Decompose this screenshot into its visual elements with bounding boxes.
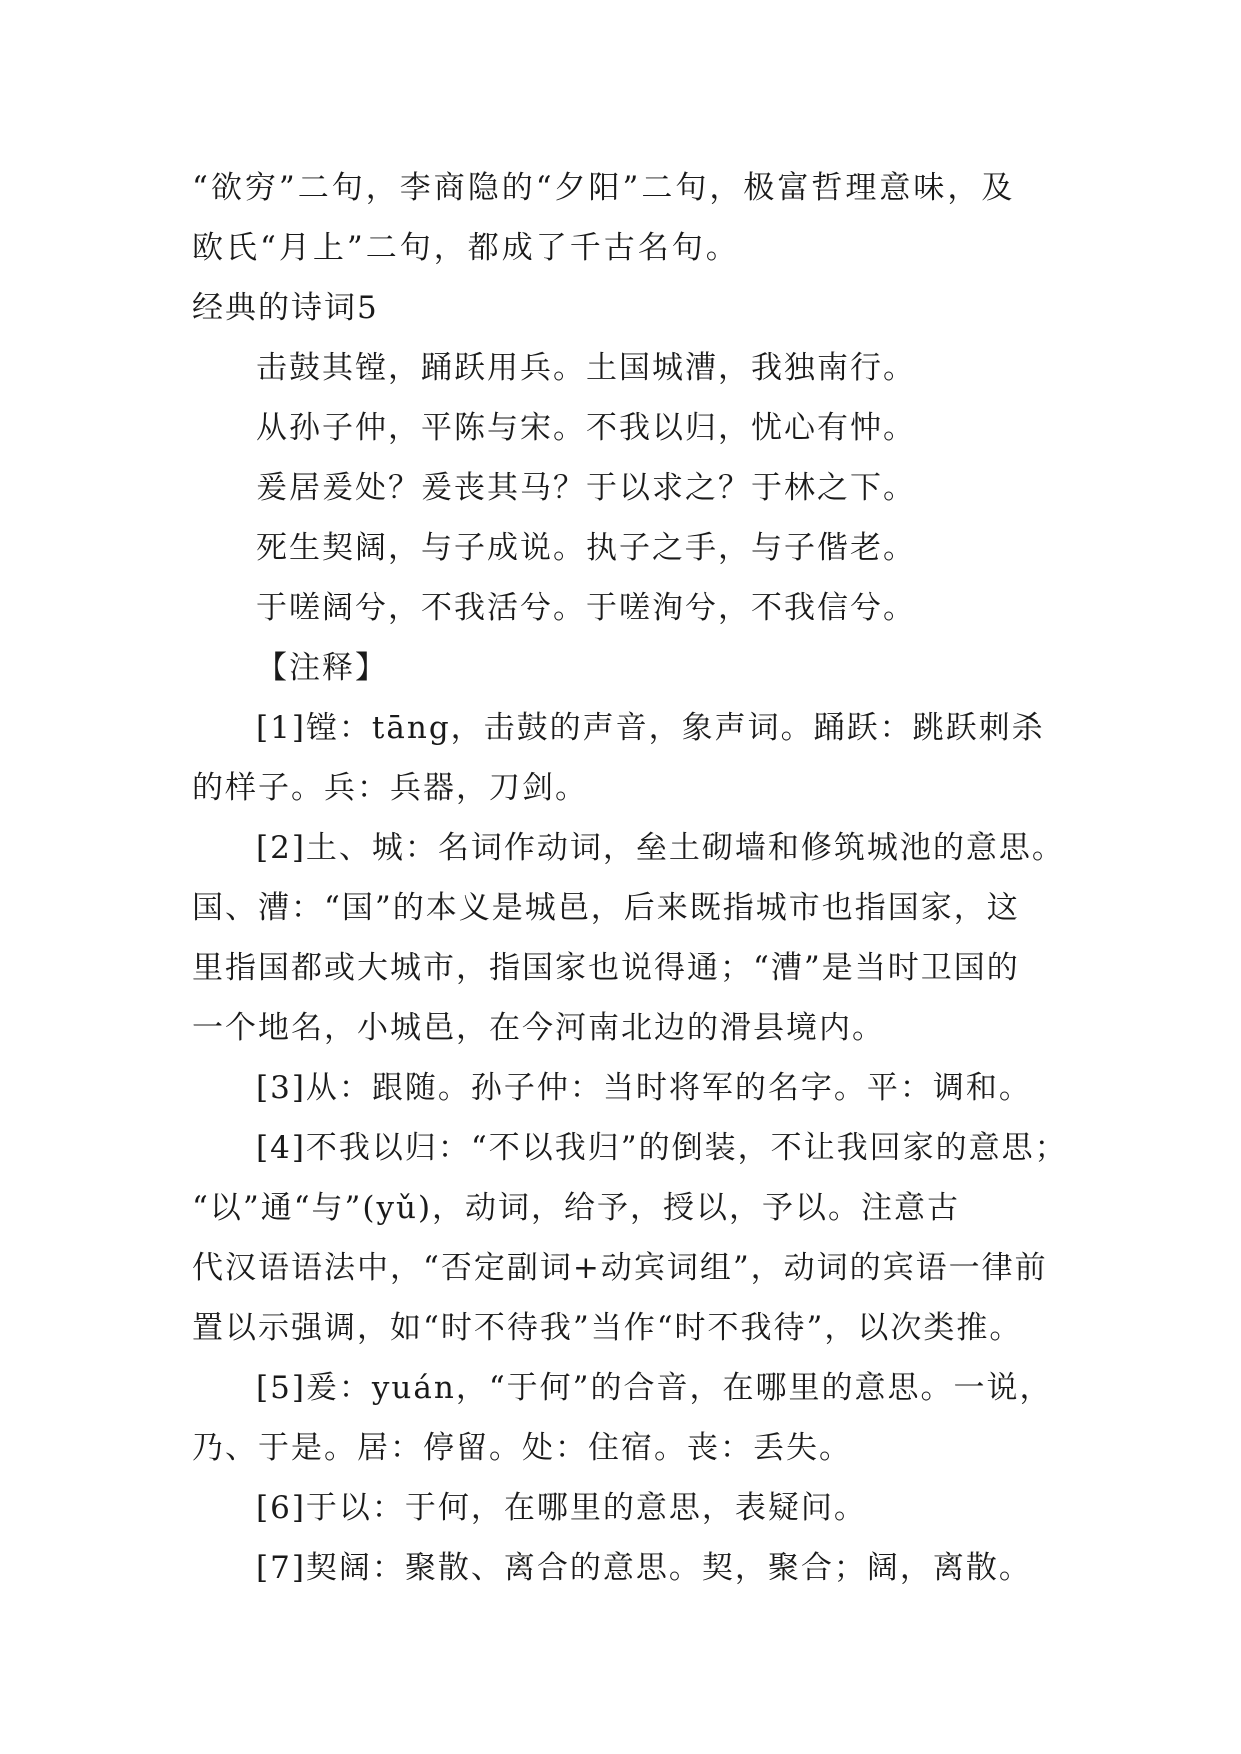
note-line: [5]爰：yuán，“于何”的合音，在哪里的意思。一说，	[256, 1370, 1053, 1406]
note-line: 代汉语语法中，“否定副词+动宾词组”，动词的宾语一律前	[192, 1250, 1048, 1286]
note-line: [1]镗：tāng，击鼓的声音，象声词。踊跃：跳跃刺杀	[256, 710, 1045, 746]
poem-line: 死生契阔，与子成说。执子之手，与子偕老。	[256, 530, 916, 566]
annotation-heading: 【注释】	[256, 650, 388, 686]
poem-line: 爰居爰处？爰丧其马？于以求之？于林之下。	[256, 470, 916, 506]
note-line: 乃、于是。居：停留。处：住宿。丧：丢失。	[192, 1430, 852, 1466]
note-line: 一个地名，小城邑，在今河南北边的滑县境内。	[192, 1010, 885, 1046]
note-line: 置以示强调，如“时不待我”当作“时不我待”，以次类推。	[192, 1310, 1023, 1346]
note-line: [3]从：跟随。孙子仲：当时将军的名字。平：调和。	[256, 1070, 1032, 1106]
note-line: 里指国都或大城市，指国家也说得通；“漕”是当时卫国的	[192, 950, 1020, 986]
section-heading: 经典的诗词5	[192, 290, 379, 326]
note-line: 国、漕：“国”的本义是城邑，后来既指城市也指国家，这	[192, 890, 1020, 926]
note-line: [6]于以：于何，在哪里的意思，表疑问。	[256, 1490, 867, 1526]
note-line: 的样子。兵：兵器，刀剑。	[192, 770, 588, 806]
poem-line: 于嗟阔兮，不我活兮。于嗟洵兮，不我信兮。	[256, 590, 916, 626]
text-line: “欲穷”二句，李商隐的“夕阳”二句，极富哲理意味，及	[192, 170, 1016, 206]
note-line: [2]土、城：名词作动词，垒土砌墙和修筑城池的意思。	[256, 830, 1065, 866]
note-line: “以”通“与”(yǔ)，动词，给予，授以，予以。注意古	[192, 1190, 961, 1226]
note-line: [7]契阔：聚散、离合的意思。契，聚合；阔，离散。	[256, 1550, 1032, 1586]
poem-line: 击鼓其镗，踊跃用兵。土国城漕，我独南行。	[256, 350, 916, 386]
text-line: 欧氏“月上”二句，都成了千古名句。	[192, 230, 740, 266]
poem-line: 从孙子仲，平陈与宋。不我以归，忧心有忡。	[256, 410, 916, 446]
document-body	[192, 158, 1072, 1598]
note-line: [4]不我以归：“不以我归”的倒装，不让我回家的意思；	[256, 1130, 1068, 1166]
